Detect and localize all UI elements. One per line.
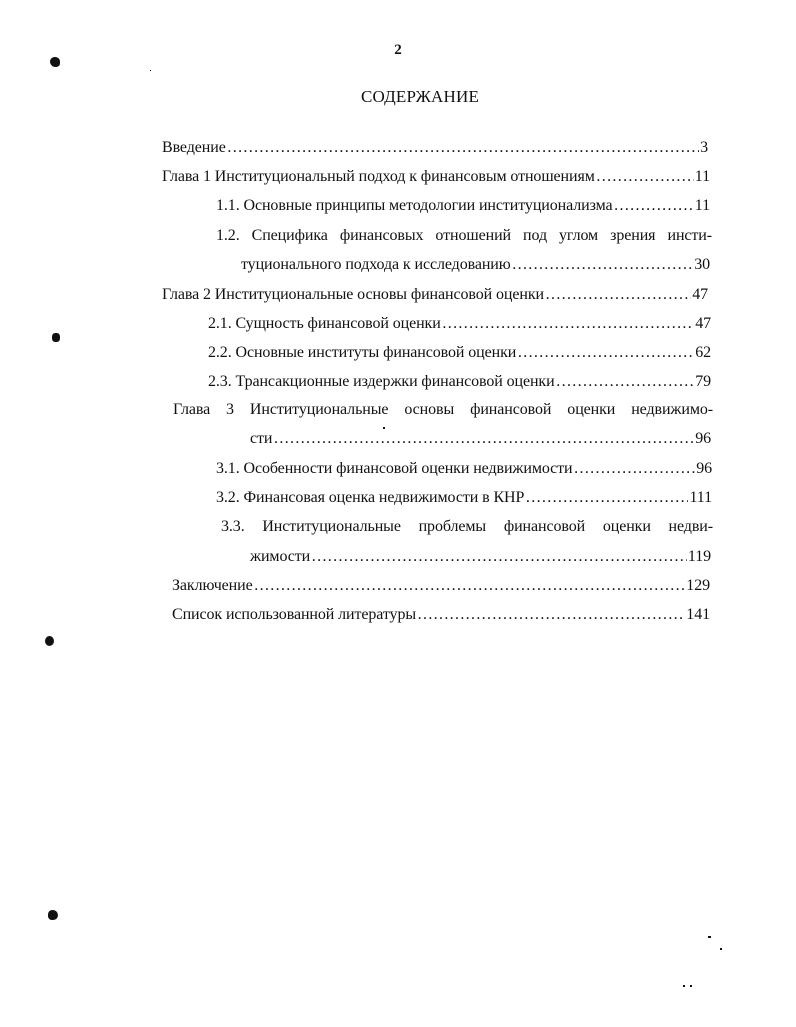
toc-entry-label: 3.1. Особенности финансовой оценки недвижимости <box>216 460 573 477</box>
toc-entry-section-1-1 <box>216 196 710 216</box>
dot-leader <box>614 196 694 216</box>
binder-mark <box>45 636 54 646</box>
toc-entry-section-3-2 <box>216 488 712 508</box>
toc-entry-label: Заключение <box>172 577 253 594</box>
dot-leader <box>311 547 687 567</box>
toc-entry-section-3-3-line1: 3.3. Институциональные проблемы финансовой оценки недви- <box>221 518 713 535</box>
toc-page-number: 96 <box>695 430 711 447</box>
toc-page-number: 11 <box>694 197 710 214</box>
toc-entry-section-3-3-line2 <box>250 547 711 567</box>
scan-speck <box>708 936 711 938</box>
dot-leader <box>442 314 695 334</box>
toc-entry-chapter-2 <box>162 285 708 305</box>
toc-entry-label: 3.2. Финансовая оценка недвижимости в КНР <box>216 489 525 506</box>
toc-entry-conclusion <box>172 576 710 596</box>
toc-page-number: 62 <box>695 344 711 361</box>
toc-entry-label: Глава 1 Институциональный подход к финансовым отношениям <box>162 168 595 185</box>
toc-page-number: 47 <box>692 286 708 303</box>
dot-leader <box>545 285 691 305</box>
toc-entry-section-3-1 <box>216 459 712 479</box>
toc-page-number: 129 <box>686 577 710 594</box>
toc-entry-label: 2.2. Основные институты финансовой оценки <box>208 344 517 361</box>
scan-speck <box>690 985 692 987</box>
toc-entry-label: Введение <box>162 139 226 156</box>
page-number: 2 <box>394 42 402 58</box>
binder-mark <box>50 57 60 67</box>
toc-entry-label: Список использованной литературы <box>172 606 416 623</box>
toc-entry-references <box>172 605 710 625</box>
dot-leader <box>517 343 694 363</box>
toc-entry-label: 2.1. Сущность финансовой оценки <box>208 315 441 332</box>
toc-page-number: 30 <box>694 256 710 273</box>
toc-title: СОДЕРЖАНИЕ <box>360 87 480 106</box>
dot-leader <box>417 605 685 625</box>
scan-speck <box>720 948 722 950</box>
toc-page-number: 111 <box>689 489 712 506</box>
toc-entry-label: сти <box>250 430 273 447</box>
toc-page-number: 47 <box>695 315 711 332</box>
scan-speck <box>150 70 151 71</box>
toc-entry-label: туционального подхода к исследованию <box>241 256 511 273</box>
dot-leader <box>273 429 694 449</box>
toc-page-number: 3 <box>700 139 708 156</box>
dot-leader <box>254 576 686 596</box>
toc-page-number: 119 <box>687 548 711 565</box>
toc-entry-intro <box>162 138 708 158</box>
toc-entry-label: Глава 2 Институциональные основы финансовой оценки <box>162 286 544 303</box>
toc-entry-chapter-3-line2 <box>250 429 711 449</box>
dot-leader <box>556 372 695 392</box>
toc-entry-chapter-3-line1: Глава 3 Институциональные основы финансовой оценки недвижимо- <box>173 401 713 418</box>
toc-page-number: 141 <box>686 606 710 623</box>
binder-mark <box>48 910 58 920</box>
toc-entry-section-2-3 <box>208 372 711 392</box>
toc-page-number: 11 <box>694 168 710 185</box>
toc-entry-label: 2.3. Трансакционные издержки финансовой оценки <box>208 373 555 390</box>
dot-leader <box>512 255 694 275</box>
toc-entry-section-2-2 <box>208 343 711 363</box>
toc-entry-chapter-1 <box>162 167 710 187</box>
toc-page-number: 79 <box>695 373 711 390</box>
toc-entry-label: 1.1. Основные принципы методологии институционализма <box>216 197 613 214</box>
binder-mark <box>52 333 60 342</box>
dot-leader <box>596 167 694 187</box>
toc-entry-section-1-2-line1: 1.2. Специфика финансовых отношений под углом зрения инсти- <box>216 227 712 244</box>
dot-leader <box>525 488 688 508</box>
scan-speck <box>383 427 385 429</box>
scan-speck <box>683 985 685 987</box>
dot-leader <box>574 459 696 479</box>
dot-leader <box>227 138 699 158</box>
toc-entry-section-1-2-line2 <box>241 255 710 275</box>
toc-entry-section-2-1 <box>208 314 711 334</box>
toc-page-number: 96 <box>696 460 712 477</box>
toc-entry-label: жимости <box>250 548 311 565</box>
